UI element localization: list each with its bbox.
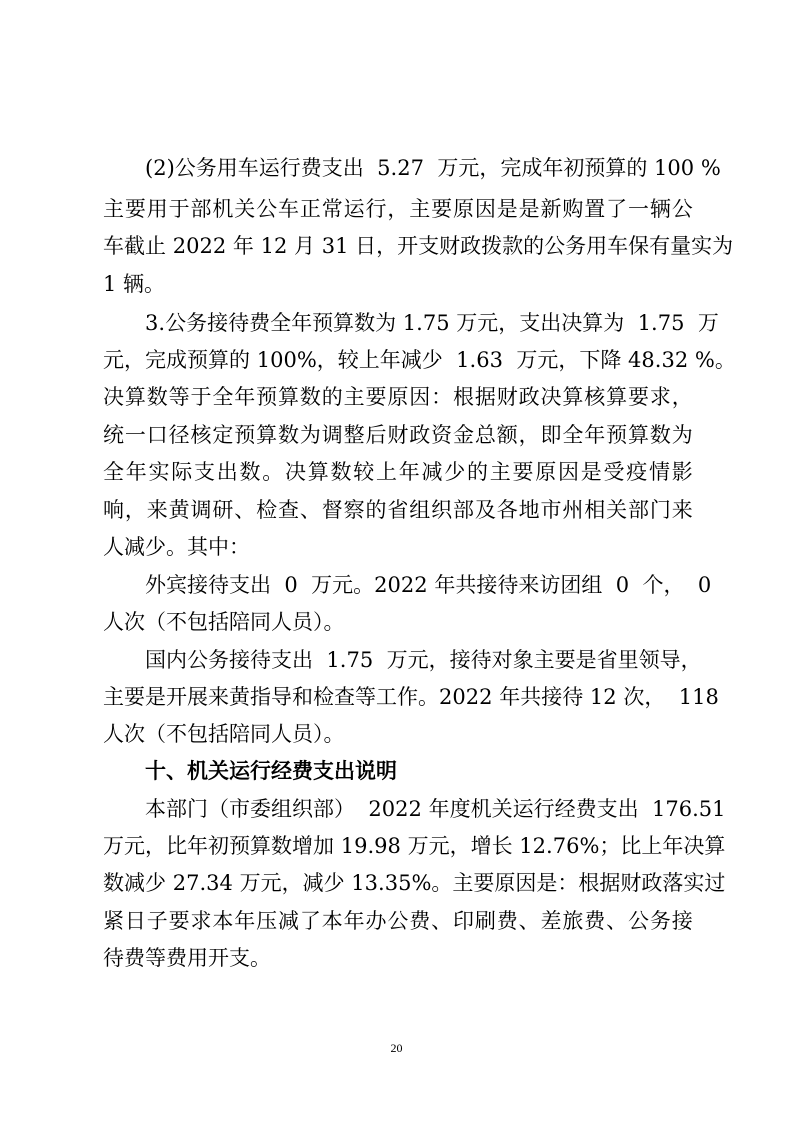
paragraph-line: 决 算 数 等 于 全 年 预 算 数 的 主 要 原 因 ： 根 据 财 政 决 算 核 算 要 求 ， [103, 385, 693, 409]
paragraph-line: 外 宾 接 待 支 出 0 万 元 。 2 0 2 2 年 共 接 待 来 访 团 组 0 个 ， 0 [145, 573, 712, 597]
page-number: 20 [390, 1041, 403, 1055]
paragraph-line: 本 部 门 （ 市 委 组 织 部 ） 2 0 2 2 年 度 机 关 运 行 经 费 支 出 1 7 6 . 5 1 [145, 797, 726, 821]
paragraph-line: 响 ， 来 黄 调 研 、 检 查 、 督 察 的 省 组 织 部 及 各 地 市 州 相 关 部 门 来 [103, 498, 693, 522]
paragraph-line: 人次（不包括陪同人员）。 [103, 722, 345, 746]
paragraph-line: 国 内 公 务 接 待 支 出 1 . 7 5 万 元 ， 接 待 对 象 主 要 是 省 里 领 导 ， [145, 648, 702, 672]
paragraph-line: 人次（不包括陪同人员）。 [103, 610, 345, 634]
paragraph-line: 人减少。其中： [103, 535, 250, 559]
paragraph-line: 主 要 用 于 部 机 关 公 车 正 常 运 行 ， 主 要 原 因 是 是 新 购 置 了 一 辆 公 [103, 197, 693, 221]
paragraph-line: 数 减 少 2 7 . 3 4 万 元 ， 减 少 1 3 . 3 5 % 。 主 要 原 因 是 ： 根 据 财 政 落 实 过 [103, 871, 726, 895]
paragraph-line: 待费等费用开支。 [103, 946, 271, 970]
paragraph-line: 统 一 口 径 核 定 预 算 数 为 调 整 后 财 政 资 金 总 额 ， 即 全 年 预 算 数 为 [103, 423, 693, 447]
paragraph-line: 1 辆。 [103, 272, 166, 296]
paragraph-line: 车 截 止 2 0 2 2 年 1 2 月 3 1 日 ， 开 支 财 政 拨 款 的 公 务 用 车 保 有 量 实 为 [103, 234, 734, 258]
paragraph-line: 万 元 ， 比 年 初 预 算 数 增 加 1 9 . 9 8 万 元 ， 增 长 1 2 . 7 6 % ； 比 上 年 决 算 [103, 834, 726, 858]
paragraph-line: 主 要 是 开 展 来 黄 指 导 和 检 查 等 工 作 。 2 0 2 2 年 共 接 待 1 2 次 ， 1 1 8 [103, 685, 719, 709]
paragraph-line: ( 2 ) 公 务 用 车 运 行 费 支 出 5 . 2 7 万 元 ， 完 成 年 初 预 算 的 1 0 0 % [145, 156, 721, 180]
section-heading: 十、机关运行经费支出说明 [145, 759, 397, 783]
paragraph-line: 3 . 公 务 接 待 费 全 年 预 算 数 为 1 . 7 5 万 元 ， 支 出 决 算 为 1 . 7 5 万 [145, 311, 719, 335]
paragraph-line: 全 年 实 际 支 出 数 。 决 算 数 较 上 年 减 少 的 主 要 原 因 是 受 疫 情 影 [103, 460, 693, 484]
paragraph-line: 紧 日 子 要 求 本 年 压 减 了 本 年 办 公 费 、 印 刷 费 、 差 旅 费 、 公 务 接 [103, 909, 693, 933]
paragraph-line: 元 ， 完 成 预 算 的 1 0 0 % ， 较 上 年 减 少 1 . 6 3 万 元 ， 下 降 4 8 . 3 2 % 。 [103, 348, 736, 372]
